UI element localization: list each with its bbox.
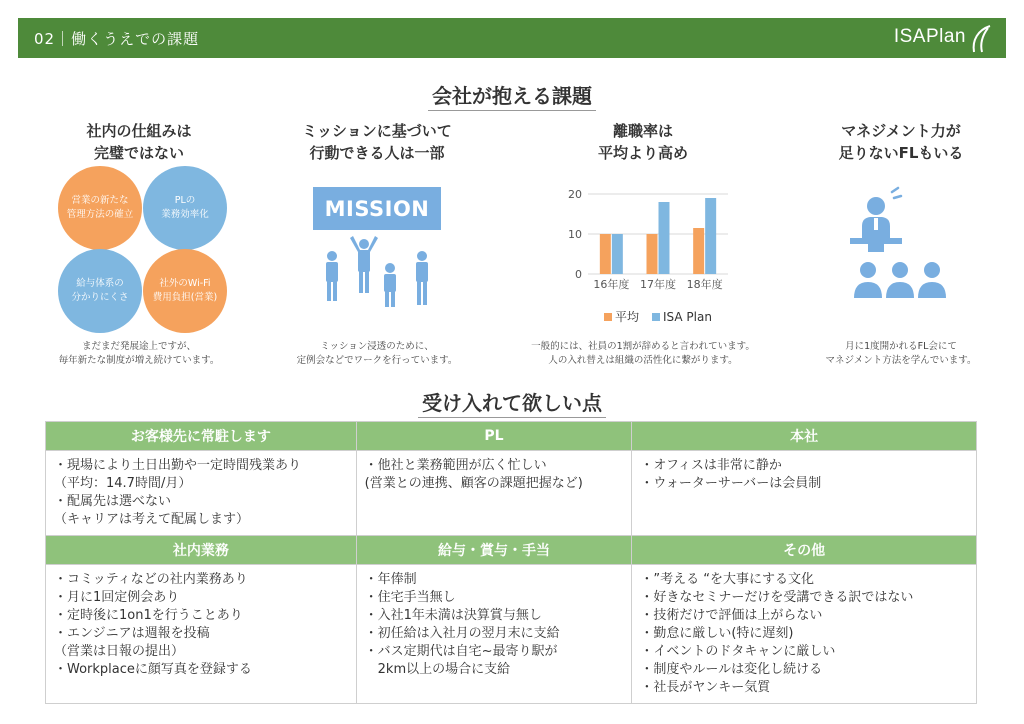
cell-other	[632, 565, 977, 704]
circle-wifi-cost: 社外のWi-Fi 費用負担(営業)	[143, 249, 227, 333]
list-item: ・制度やルールは変化し続ける	[640, 662, 823, 677]
list-item: ・入社1年未満は決算賞与無し	[364, 608, 542, 623]
people-icon	[318, 234, 436, 308]
bar-average	[647, 234, 658, 274]
table-row	[46, 451, 977, 536]
cell-salary	[356, 565, 632, 704]
turnover-bar-chart	[560, 182, 740, 332]
cell-pl	[356, 451, 632, 536]
list-item: ・技術だけで評価は上がらない	[640, 608, 823, 623]
cell-headoffice	[632, 451, 977, 536]
table-header-row	[46, 422, 977, 451]
bar-average	[600, 234, 611, 274]
column-heading: 離職率は 平均より高め	[597, 122, 688, 162]
list-item: 2km以上の場合に支給	[364, 662, 511, 677]
list-item: ・ウォーターサーバーは会員制	[640, 476, 822, 491]
circle-sales-management: 営業の新たな 管理方法の確立	[58, 166, 142, 250]
x-tick-label: 17年度	[640, 278, 676, 291]
column-description: まだまだ発展途上ですが、 毎年新たな制度が増え続けています。	[58, 341, 220, 366]
list-item: ・オフィスは非常に静か	[640, 458, 782, 473]
section-title-issues: 会社が抱える課題	[0, 80, 1024, 109]
logo-swoosh-icon	[968, 22, 994, 56]
header-onsite: お客様先に常駐します	[46, 422, 357, 451]
x-tick-label: 18年度	[686, 278, 723, 291]
circle-salary-system: 給与体系の 分かりにくさ	[58, 249, 142, 333]
table-row	[46, 565, 977, 704]
list-item: ・住宅手当無し	[364, 590, 456, 605]
issue-column-management	[781, 120, 1021, 366]
header-salary: 給与・賞与・手当	[356, 536, 632, 565]
list-item: ・Workplaceに顔写真を登録する	[54, 662, 252, 677]
y-tick-label: 10	[568, 228, 582, 241]
list-item: ・社長がヤンキー気質	[640, 680, 771, 695]
list-item: ・定時後に1on1を行うことあり	[54, 608, 243, 623]
header-bar	[18, 18, 1006, 58]
list-item: ・イベントのドタキャンに厳しい	[640, 644, 836, 659]
list-item: ・バス定期代は自宅~最寄り駅が	[364, 644, 558, 659]
bar-isaplan	[612, 234, 623, 274]
legend-label: ISA Plan	[663, 310, 712, 324]
legend-swatch	[604, 313, 612, 321]
y-tick-label: 0	[575, 268, 582, 281]
cell-internal-work	[46, 565, 357, 704]
list-item: ・初任給は入社月の翌月末に支給	[364, 626, 560, 641]
y-tick-label: 20	[568, 188, 582, 201]
bar-isaplan	[659, 202, 670, 274]
x-tick-label: 16年度	[593, 278, 630, 291]
acceptance-table	[45, 421, 977, 704]
presenter-icon	[848, 186, 948, 304]
bar-isaplan	[705, 198, 716, 274]
legend-swatch	[652, 313, 660, 321]
circle-pl-efficiency: PLの 業務効率化	[143, 166, 227, 250]
header-headoffice: 本社	[632, 422, 977, 451]
list-item: ・月に1回定例会あり	[54, 590, 180, 605]
list-item: ・現場により土日出勤や一定時間残業あり	[54, 458, 302, 473]
list-item: ・配属先は選べない	[54, 494, 172, 509]
list-item: （営業は日報の提出）	[54, 644, 185, 659]
list-item: ・勤怠に厳しい(特に遅刻)	[640, 626, 794, 641]
list-item: ・年俸制	[364, 572, 417, 587]
header-internal-work: 社内業務	[46, 536, 357, 565]
list-item: (営業との連携、顧客の課題把握など)	[364, 476, 583, 491]
header-other: その他	[632, 536, 977, 565]
header-pl: PL	[356, 422, 632, 451]
column-description: 一般的には、社員の1割が辞めると言われています。 人の入れ替えは組織の活性化に繋がります。	[531, 341, 755, 366]
section-title-acceptance: 受け入れて欲しい点	[0, 387, 1024, 416]
company-logo-text: ISAPlan	[893, 26, 966, 47]
column-description: ミッション浸透のために、 定例会などでワークを行っています。	[296, 341, 458, 366]
mission-badge: MISSION	[313, 187, 441, 230]
legend-label: 平均	[615, 310, 640, 324]
column-heading: ミッションに基づいて 行動できる人は一部	[302, 122, 452, 162]
list-item: （平均：14.7時間/月）	[54, 476, 192, 491]
list-item: ・エンジニアは週報を投稿	[54, 626, 210, 641]
list-item: （キャリアは考えて配属します）	[54, 512, 250, 527]
column-description: 月に1度開かれるFL会にて マネジメント方法を学んでいます。	[825, 341, 977, 366]
column-heading: 社内の仕組みは 完璧ではない	[86, 122, 192, 162]
list-item: ・他社と業務範囲が広く忙しい	[364, 458, 547, 473]
bar-average	[693, 228, 704, 274]
list-item: ・コミッティなどの社内業務あり	[54, 572, 248, 587]
list-item: ・”考える “を大事にする文化	[640, 572, 814, 587]
cell-onsite	[46, 451, 357, 536]
table-header-row	[46, 536, 977, 565]
page-title: 02｜働くうえでの課題	[34, 30, 200, 48]
list-item: ・好きなセミナーだけを受講できる訳ではない	[640, 590, 914, 605]
column-heading: マネジメント力が 足りないFLもいる	[838, 122, 964, 162]
